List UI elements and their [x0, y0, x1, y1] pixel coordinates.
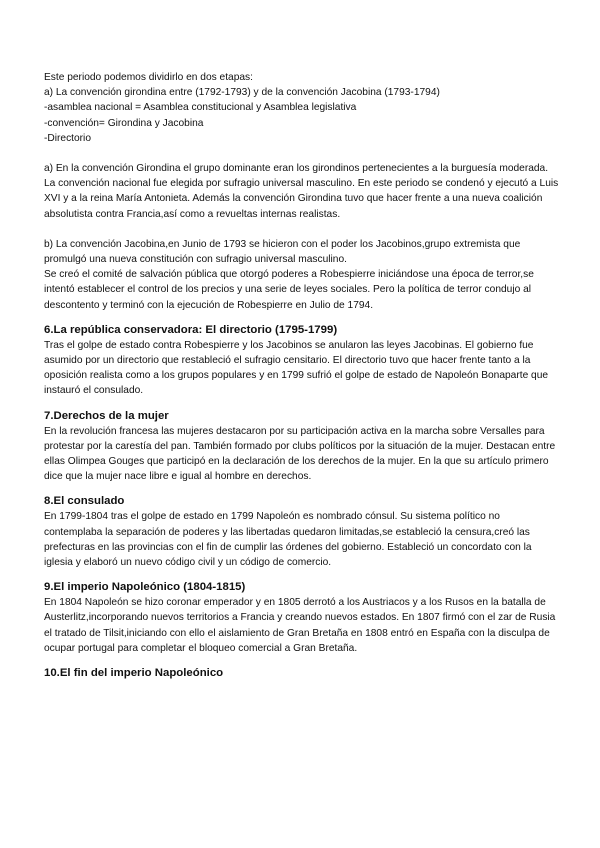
section-heading-10: 10.El fin del imperio Napoleónico	[44, 667, 224, 680]
section-heading-9: 9.El imperio Napoleónico (1804-1815)	[44, 581, 246, 594]
jacobina-paragraph-2: Se creó el comité de salvación pública que otorgó poderes a Robespierre iniciándose una época de terror,se intentó establecer el control de los precios y una serie de leyes sociales. Pero la política de terror condujo al descontento y terminó con la ejecución de Robespierre en Julio de 1794.	[44, 269, 534, 311]
section-text-7: En la revolución francesa las mujeres destacaron por su participación activa en la marcha sobre Versalles para protestar por la carestía del pan. También formado por clubs políticos por la situación de la mujer. Destacan entre ellas Olimpea Gouges que participó en la declaración de los derechos de la mujer. En la que su artículo primero dice que la mujer nace libre e igual al hombre en derechos.	[44, 425, 556, 483]
jacobina-paragraph: b) La convención Jacobina,en Junio de 1793 se hicieron con el poder los Jacobinos,grupo extremista que promulgó una nueva constitución con sufragio universal masculino.	[44, 238, 521, 266]
document-page	[44, 70, 560, 681]
intro-line: -convención= Girondina y Jacobina	[44, 117, 204, 129]
section-text-8: En 1799-1804 tras el golpe de estado en 1799 Napoleón es nombrado cónsul. Su sistema político no contemplaba la separación de poderes y las libertadas quedaron limitadas,se estableció la censura,creó las prefecturas en las provincias con el fin de cumplir las órdenes del gobierno. Estableció un concordato con la iglesia y elaboró un nuevo código civil y un código de comercio.	[44, 511, 532, 569]
section-text-9: En 1804 Napoleón se hizo coronar emperador y en 1805 derrotó a los Austriacos y a los Rusos en la batalla de Austerlitz,incorporando nuevos territorios a Francia y creando nuevos estados. En 1807 firmó con el zar de Rusia el tratado de Tilsit,iniciando con ello el aislamiento de Gran Bretaña en 1808 entró en España con la disculpa de ocupar portugal para completar el bloqueo comercial a Gran Bretaña.	[44, 597, 556, 654]
section-heading-7: 7.Derechos de la mujer	[44, 409, 169, 422]
girondina-paragraph: a) En la convención Girondina el grupo dominante eran los girondinos pertenecientes a la burguesía moderada. La convención nacional fue elegida por sufragio universal masculino. En este periodo se condenó y ejecutó a Luis XVI y a la reina María Antonieta. Además la convención Girondina tuvo que hacer frente a una nueva coalición absolutista contra Francia,así como a revueltas internas realistas.	[44, 163, 559, 220]
intro-line: Este periodo podemos dividirlo en dos etapas:	[44, 72, 253, 83]
section-heading-8: 8.El consulado	[44, 495, 125, 508]
section-text-6: Tras el golpe de estado contra Robespierre y los Jacobinos se anularon las leyes Jacobinas. El gobierno fue asumido por un directorio que restableció el sufragio censitario. El directorio tuvo que hacer frente tanto a la oposición realista como a los grupos populares y en 1799 sufrió el golpe de estado de Napoleón Bonaparte que instauró el consulado.	[44, 339, 549, 397]
intro-line: -asamblea nacional = Asamblea constitucional y Asamblea legislativa	[44, 102, 357, 114]
section-heading-6: 6.La república conservadora: El directorio (1795-1799)	[44, 323, 338, 336]
intro-line: -Directorio	[44, 132, 91, 144]
intro-line: a) La convención girondina entre (1792-1793) y de la convención Jacobina (1793-1794)	[44, 87, 440, 99]
